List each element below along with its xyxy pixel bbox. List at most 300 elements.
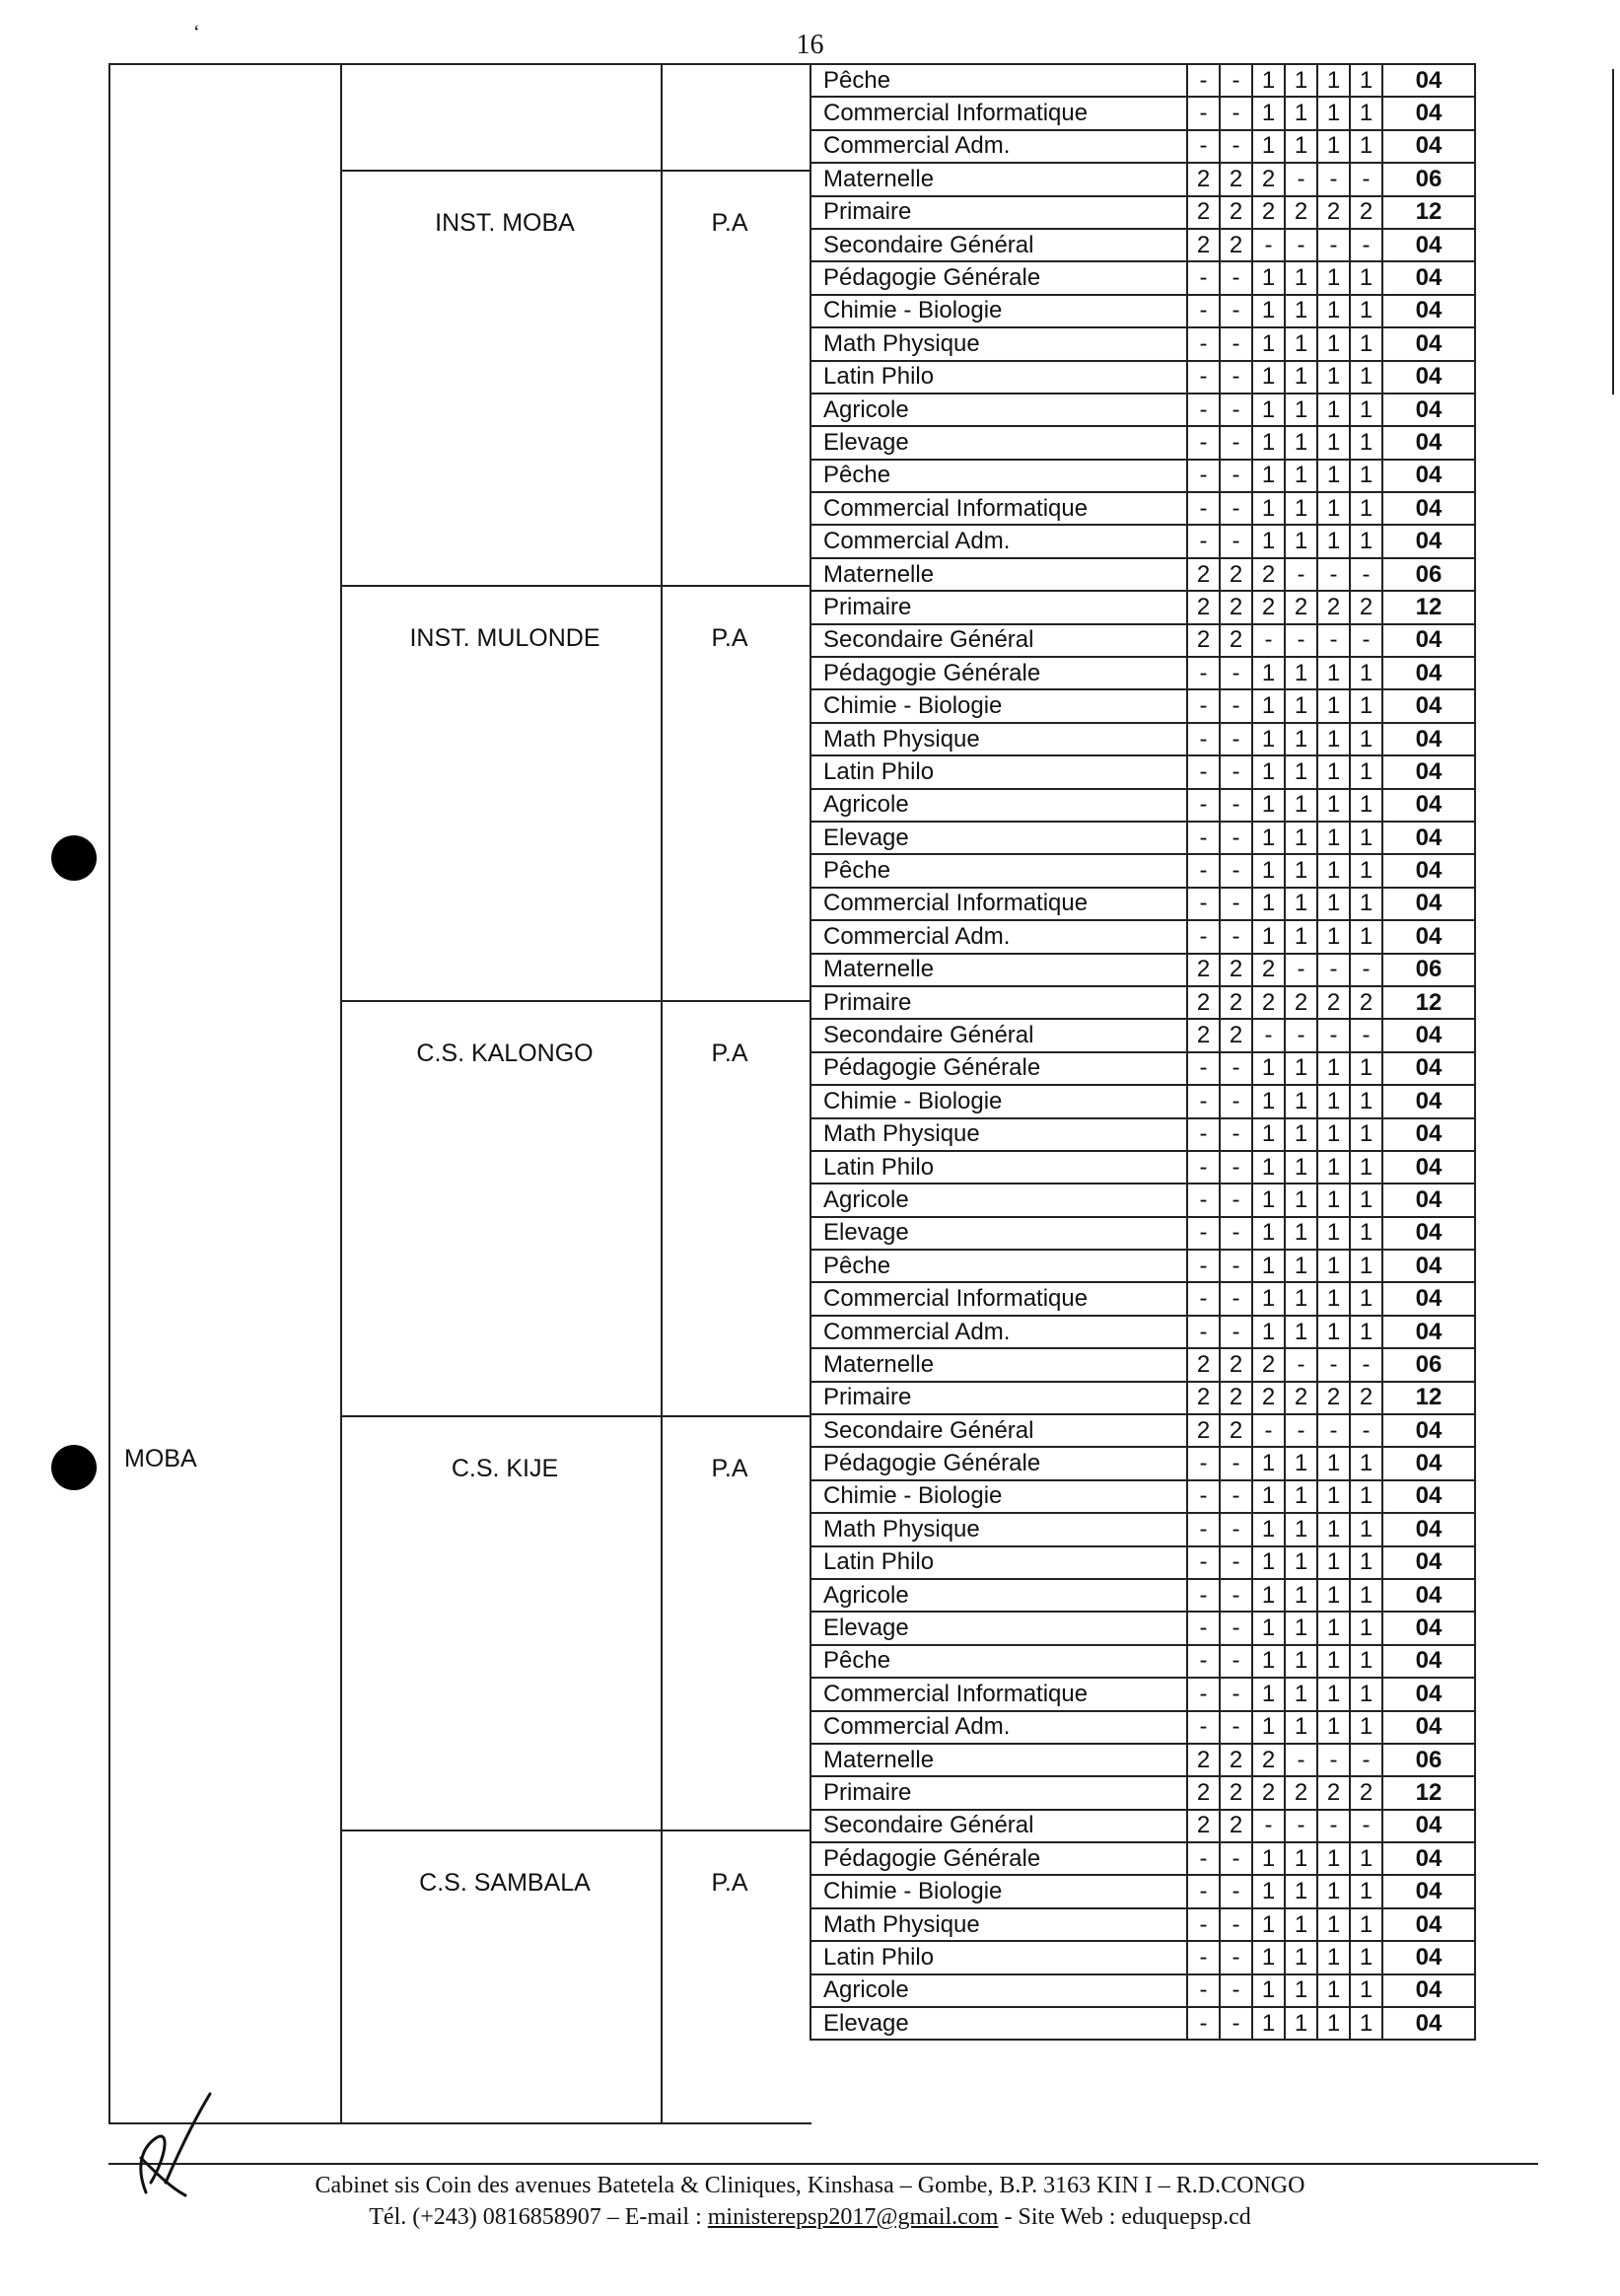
subject-cell: Commercial Informatique [810,1678,1187,1710]
class-count-cell: 1 [1252,1908,1285,1941]
class-count-cell: - [1220,1711,1252,1744]
class-count-cell: 1 [1285,657,1317,689]
class-count-cell: - [1187,1480,1220,1513]
class-count-cell: 1 [1285,1711,1317,1744]
subject-cell: Chimie - Biologie [810,1875,1187,1907]
total-cell: 04 [1382,1414,1475,1447]
table-row [810,196,1475,229]
class-count-cell: 1 [1317,2007,1350,2040]
table-row [810,954,1475,986]
class-count-cell: 1 [1317,657,1350,689]
class-count-cell: 1 [1350,689,1382,722]
class-count-cell: - [1187,1941,1220,1973]
class-count-cell: 2 [1252,1776,1285,1809]
class-count-cell: 1 [1317,1316,1350,1348]
class-count-cell: 2 [1187,591,1220,623]
class-count-cell: 1 [1317,1875,1350,1907]
class-count-cell: 1 [1252,1447,1285,1479]
class-count-cell: - [1220,1316,1252,1348]
subject-cell: Pédagogie Générale [810,1842,1187,1875]
subject-cell: Pédagogie Générale [810,657,1187,689]
total-cell: 04 [1382,822,1475,854]
total-cell: 04 [1382,1052,1475,1085]
class-count-cell: - [1187,426,1220,459]
class-count-cell: - [1220,130,1252,163]
class-count-cell: 2 [1252,986,1285,1019]
class-count-cell: 2 [1220,229,1252,261]
subject-cell: Pédagogie Générale [810,1447,1187,1479]
total-cell: 06 [1382,1348,1475,1381]
class-count-cell: 1 [1285,327,1317,360]
class-count-cell: - [1220,1282,1252,1315]
total-cell: 04 [1382,492,1475,525]
subject-cell: Math Physique [810,327,1187,360]
class-count-cell: - [1350,163,1382,195]
class-count-cell: 1 [1317,1052,1350,1085]
class-count-cell: - [1187,2007,1220,2040]
subject-cell: Maternelle [810,558,1187,591]
class-count-cell: - [1187,1711,1220,1744]
class-count-cell: - [1220,1447,1252,1479]
footer-contact [0,2204,1620,2231]
class-count-cell: 2 [1187,986,1220,1019]
class-count-cell: 2 [1252,1382,1285,1414]
class-count-cell: 1 [1285,97,1317,129]
subject-cell: Elevage [810,426,1187,459]
class-count-cell: 1 [1252,1678,1285,1710]
class-count-cell: - [1252,1019,1285,1051]
class-count-cell: - [1220,64,1252,97]
class-count-cell: 1 [1285,1645,1317,1678]
class-count-cell: 1 [1285,689,1317,722]
total-cell: 04 [1382,1842,1475,1875]
total-cell: 04 [1382,789,1475,822]
table-row [810,1447,1475,1479]
class-count-cell: 1 [1285,1447,1317,1479]
class-count-cell: 1 [1252,394,1285,426]
class-count-cell: 1 [1350,1480,1382,1513]
class-count-cell: 1 [1285,426,1317,459]
subject-cell: Pêche [810,64,1187,97]
class-count-cell: - [1187,1875,1220,1907]
class-count-cell: - [1317,1744,1350,1776]
class-count-cell: 2 [1220,1019,1252,1051]
class-count-cell: 2 [1252,1348,1285,1381]
class-count-cell: 1 [1350,1546,1382,1579]
class-count-cell: 1 [1317,1118,1350,1151]
subject-cell: Primaire [810,1776,1187,1809]
class-count-cell: - [1220,1941,1252,1973]
grid-table [810,63,1476,2041]
class-count-cell: 1 [1317,789,1350,822]
subject-cell: Pêche [810,460,1187,492]
table-row [810,888,1475,920]
class-count-cell: - [1220,394,1252,426]
total-cell: 04 [1382,426,1475,459]
class-count-cell: 1 [1252,361,1285,394]
total-cell: 04 [1382,1941,1475,1973]
class-count-cell: 1 [1350,1282,1382,1315]
class-count-cell: 1 [1285,1678,1317,1710]
class-count-cell: - [1187,1052,1220,1085]
class-count-cell: - [1220,1118,1252,1151]
class-count-cell: 1 [1350,920,1382,953]
class-count-cell: 1 [1317,460,1350,492]
class-count-cell: 1 [1285,1217,1317,1250]
class-count-cell: 1 [1252,64,1285,97]
subject-cell: Pédagogie Générale [810,261,1187,294]
class-count-cell: 1 [1350,1711,1382,1744]
class-count-cell: 1 [1252,2007,1285,2040]
class-count-cell: 1 [1317,525,1350,557]
table-row [810,460,1475,492]
class-count-cell: 1 [1350,492,1382,525]
class-count-cell: - [1220,1579,1252,1612]
class-count-cell: 1 [1252,327,1285,360]
class-count-cell: 2 [1220,1382,1252,1414]
class-count-cell: 1 [1285,1513,1317,1545]
class-count-cell: - [1220,1875,1252,1907]
footer-rule [108,2163,1538,2165]
subject-cell: Secondaire Général [810,229,1187,261]
table-row [810,789,1475,822]
class-count-cell: 2 [1220,1414,1252,1447]
class-count-cell: 1 [1285,1118,1317,1151]
class-count-cell: - [1187,657,1220,689]
class-count-cell: 1 [1317,492,1350,525]
table-row [810,361,1475,394]
class-count-cell: - [1350,1810,1382,1842]
subject-cell: Elevage [810,2007,1187,2040]
class-count-cell: 1 [1285,460,1317,492]
class-count-cell: - [1285,163,1317,195]
subject-cell: Pêche [810,854,1187,887]
subject-cell: Pêche [810,1645,1187,1678]
total-cell: 04 [1382,1513,1475,1545]
class-count-cell: - [1285,558,1317,591]
class-count-cell: 2 [1187,954,1220,986]
class-count-cell: 1 [1350,1645,1382,1678]
class-count-cell: 2 [1252,558,1285,591]
table-row [810,1842,1475,1875]
total-cell: 04 [1382,1711,1475,1744]
class-count-cell: - [1187,723,1220,755]
footer-website: - Site Web : eduquepsp.cd [998,2204,1251,2230]
subject-cell: Chimie - Biologie [810,1480,1187,1513]
class-count-cell: - [1317,624,1350,657]
class-count-cell: - [1220,1250,1252,1282]
class-count-cell: 2 [1220,1776,1252,1809]
class-count-cell: 1 [1252,1151,1285,1184]
class-count-cell: - [1285,1810,1317,1842]
class-count-cell: 1 [1285,1184,1317,1216]
class-count-cell: - [1187,97,1220,129]
class-count-cell: 1 [1285,1612,1317,1644]
class-count-cell: 1 [1350,1250,1382,1282]
class-count-cell: 1 [1285,1842,1317,1875]
total-cell: 04 [1382,1579,1475,1612]
subject-cell: Commercial Adm. [810,920,1187,953]
class-count-cell: 1 [1350,460,1382,492]
class-count-cell: 2 [1220,1348,1252,1381]
class-count-cell: - [1220,1612,1252,1644]
class-count-cell: - [1220,1645,1252,1678]
class-count-cell: 1 [1350,261,1382,294]
class-count-cell: - [1220,1217,1252,1250]
class-count-cell: - [1187,920,1220,953]
subject-cell: Secondaire Général [810,624,1187,657]
class-count-cell: 1 [1285,789,1317,822]
class-count-cell: 1 [1252,1711,1285,1744]
school-type: P.A [711,1869,748,1897]
total-cell: 06 [1382,558,1475,591]
class-count-cell: 1 [1285,1316,1317,1348]
class-count-cell: 1 [1252,888,1285,920]
subject-cell: Math Physique [810,1908,1187,1941]
class-count-cell: - [1220,689,1252,722]
class-count-cell: 1 [1350,822,1382,854]
table-row [810,1414,1475,1447]
class-count-cell: 1 [1252,1217,1285,1250]
class-count-cell: 2 [1317,591,1350,623]
total-cell: 04 [1382,1678,1475,1710]
table-row [810,689,1475,722]
table-row [810,657,1475,689]
table-row [810,920,1475,953]
class-count-cell: - [1187,1842,1220,1875]
class-count-cell: 2 [1220,196,1252,229]
total-cell: 04 [1382,1546,1475,1579]
class-count-cell: - [1187,888,1220,920]
subject-cell: Agricole [810,394,1187,426]
class-count-cell: 1 [1317,1217,1350,1250]
class-count-cell: 1 [1317,1941,1350,1973]
subject-cell: Secondaire Général [810,1810,1187,1842]
table-row [810,1348,1475,1381]
class-count-cell: 1 [1252,1612,1285,1644]
class-count-cell: 2 [1252,1744,1285,1776]
class-count-cell: - [1187,1612,1220,1644]
class-count-cell: 1 [1285,1974,1317,2007]
class-count-cell: - [1187,1282,1220,1315]
class-count-cell: 1 [1350,394,1382,426]
class-count-cell: 1 [1285,1085,1317,1117]
class-count-cell: 1 [1317,295,1350,327]
class-count-cell: 1 [1317,97,1350,129]
class-count-cell: - [1220,755,1252,788]
class-count-cell: 2 [1285,986,1317,1019]
class-count-cell: - [1220,1480,1252,1513]
class-count-cell: - [1317,1810,1350,1842]
table-row [810,261,1475,294]
table-row [810,1282,1475,1315]
school-type: P.A [711,1040,748,1067]
class-count-cell: 1 [1285,920,1317,953]
class-count-cell: 1 [1285,525,1317,557]
subject-cell: Latin Philo [810,361,1187,394]
class-count-cell: 1 [1317,327,1350,360]
class-count-cell: 1 [1350,97,1382,129]
total-cell: 04 [1382,361,1475,394]
total-cell: 12 [1382,1776,1475,1809]
table-row [810,1974,1475,2007]
class-count-cell: 1 [1317,1250,1350,1282]
class-count-cell: 1 [1252,1941,1285,1973]
class-count-cell: 1 [1317,1513,1350,1545]
class-count-cell: - [1187,1316,1220,1348]
table-row [810,1711,1475,1744]
table-row [810,97,1475,129]
class-count-cell: 1 [1285,492,1317,525]
total-cell: 04 [1382,624,1475,657]
table-row [810,1908,1475,1941]
class-count-cell: 1 [1317,1085,1350,1117]
class-count-cell: 1 [1252,1052,1285,1085]
class-count-cell: 1 [1252,261,1285,294]
table-row [810,1579,1475,1612]
class-count-cell: 1 [1317,888,1350,920]
table-row [810,295,1475,327]
class-count-cell: 2 [1350,1776,1382,1809]
class-count-cell: - [1187,130,1220,163]
punch-hole [51,835,97,881]
class-count-cell: - [1317,954,1350,986]
class-count-cell: - [1317,229,1350,261]
class-count-cell: - [1187,1513,1220,1545]
class-count-cell: 1 [1350,854,1382,887]
class-count-cell: - [1220,1842,1252,1875]
total-cell: 06 [1382,1744,1475,1776]
class-count-cell: 1 [1350,657,1382,689]
total-cell: 04 [1382,1645,1475,1678]
class-count-cell: 1 [1285,361,1317,394]
subject-cell: Math Physique [810,1118,1187,1151]
class-count-cell: 1 [1317,723,1350,755]
class-count-cell: 2 [1350,591,1382,623]
class-count-cell: 1 [1317,689,1350,722]
subject-cell: Elevage [810,822,1187,854]
class-count-cell: 1 [1252,1250,1285,1282]
class-count-cell: 1 [1285,822,1317,854]
class-count-cell: - [1187,1118,1220,1151]
class-count-cell: 1 [1252,657,1285,689]
class-count-cell: 2 [1187,1414,1220,1447]
school-name: INST. MOBA [435,209,575,237]
class-count-cell: - [1187,1908,1220,1941]
class-count-cell: 1 [1285,1282,1317,1315]
class-count-cell: 1 [1350,723,1382,755]
class-count-cell: 2 [1220,954,1252,986]
class-count-cell: 1 [1317,426,1350,459]
total-cell: 04 [1382,1085,1475,1117]
class-count-cell: - [1317,1414,1350,1447]
class-count-cell: - [1220,822,1252,854]
class-count-cell: - [1220,888,1252,920]
table-row [810,1382,1475,1414]
total-cell: 04 [1382,1316,1475,1348]
class-count-cell: 1 [1285,888,1317,920]
class-count-cell: - [1187,492,1220,525]
class-count-cell: - [1220,327,1252,360]
class-count-cell: 1 [1317,822,1350,854]
class-count-cell: 2 [1285,591,1317,623]
class-count-cell: 1 [1252,1974,1285,2007]
total-cell: 04 [1382,1875,1475,1907]
footer-email-link[interactable]: ministerepsp2017@gmail.com [707,2204,999,2230]
total-cell: 04 [1382,1908,1475,1941]
total-cell: 04 [1382,97,1475,129]
table-row [810,1810,1475,1842]
total-cell: 04 [1382,723,1475,755]
total-cell: 04 [1382,460,1475,492]
class-count-cell: 1 [1350,1612,1382,1644]
total-cell: 04 [1382,1480,1475,1513]
subject-cell: Commercial Adm. [810,130,1187,163]
class-count-cell: - [1350,558,1382,591]
table-row [810,1052,1475,1085]
class-count-cell: 2 [1252,954,1285,986]
subject-cell: Maternelle [810,163,1187,195]
class-count-cell: 1 [1252,130,1285,163]
table-row [810,854,1475,887]
class-count-cell: - [1220,723,1252,755]
class-count-cell: 2 [1350,196,1382,229]
subject-cell: Chimie - Biologie [810,295,1187,327]
class-count-cell: 1 [1317,1184,1350,1216]
total-cell: 12 [1382,591,1475,623]
class-count-cell: - [1220,2007,1252,2040]
total-cell: 04 [1382,1118,1475,1151]
class-count-cell: 1 [1252,97,1285,129]
class-count-cell: - [1187,755,1220,788]
class-count-cell: - [1285,1019,1317,1051]
class-count-cell: 1 [1285,130,1317,163]
total-cell: 04 [1382,229,1475,261]
class-count-cell: 1 [1252,723,1285,755]
class-count-cell: 1 [1317,854,1350,887]
class-count-cell: 1 [1252,460,1285,492]
table-row [810,1184,1475,1216]
table-row [810,986,1475,1019]
class-count-cell: 1 [1317,1480,1350,1513]
class-count-cell: 1 [1350,888,1382,920]
class-count-cell: 1 [1252,492,1285,525]
class-count-cell: - [1220,1052,1252,1085]
class-count-cell: 1 [1285,1908,1317,1941]
total-cell: 04 [1382,1151,1475,1184]
class-count-cell: - [1252,624,1285,657]
table-row [810,755,1475,788]
table-row [810,1546,1475,1579]
subject-cell: Maternelle [810,1744,1187,1776]
table-row [810,130,1475,163]
class-count-cell: 1 [1252,525,1285,557]
class-count-cell: - [1220,1151,1252,1184]
total-cell: 04 [1382,755,1475,788]
class-count-cell: 2 [1317,196,1350,229]
allocation-table [108,63,1518,2126]
subject-cell: Math Physique [810,1513,1187,1545]
subject-cell: Latin Philo [810,755,1187,788]
class-count-cell: 1 [1317,1546,1350,1579]
class-count-cell: - [1187,822,1220,854]
subject-cell: Commercial Informatique [810,1282,1187,1315]
class-count-cell: 2 [1187,1382,1220,1414]
class-count-cell: 2 [1187,1810,1220,1842]
total-cell: 04 [1382,1974,1475,2007]
table-row [810,1085,1475,1117]
total-cell: 04 [1382,1282,1475,1315]
